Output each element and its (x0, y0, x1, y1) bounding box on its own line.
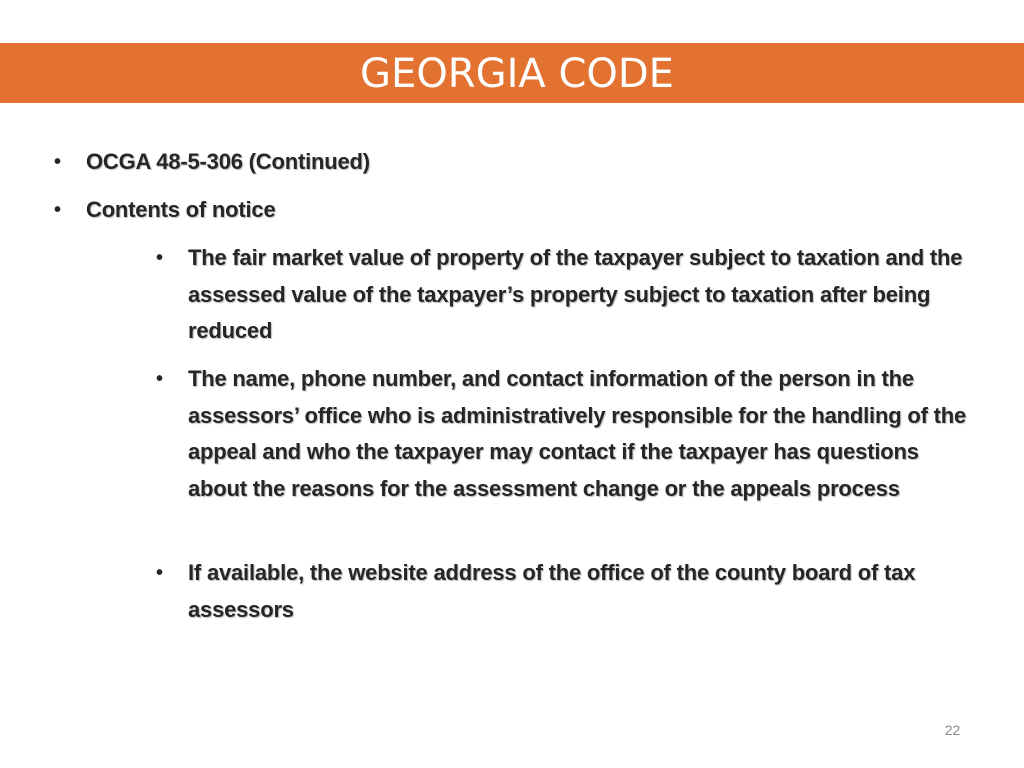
bullet-text: OCGA 48-5-306 (Continued) (86, 149, 370, 174)
bullet-icon: • (156, 562, 164, 584)
page-number: 22 (944, 722, 961, 738)
bullet-icon: • (156, 247, 164, 269)
bullet-icon: • (54, 199, 62, 221)
bullet-text: Contents of notice (86, 197, 276, 222)
bullet-text: The fair market value of property of the taxpayer subject to taxation and the assessed value of the taxpayer’s property subject to taxation after being reduced (188, 245, 963, 343)
bullet-text: The name, phone number, and contact information of the person in the assessors’ office who is administratively responsible for the handling of the appeal and who the taxpayer may contact if the taxpayer has questions about the reasons for the assessment change or the appeals process (188, 366, 967, 501)
bullet-text: If available, the website address of the office of the county board of tax assessors (188, 560, 916, 622)
slide-title: GEORGIA CODE (360, 51, 674, 97)
bullet-icon: • (54, 151, 62, 173)
bullet-icon: • (156, 368, 164, 390)
